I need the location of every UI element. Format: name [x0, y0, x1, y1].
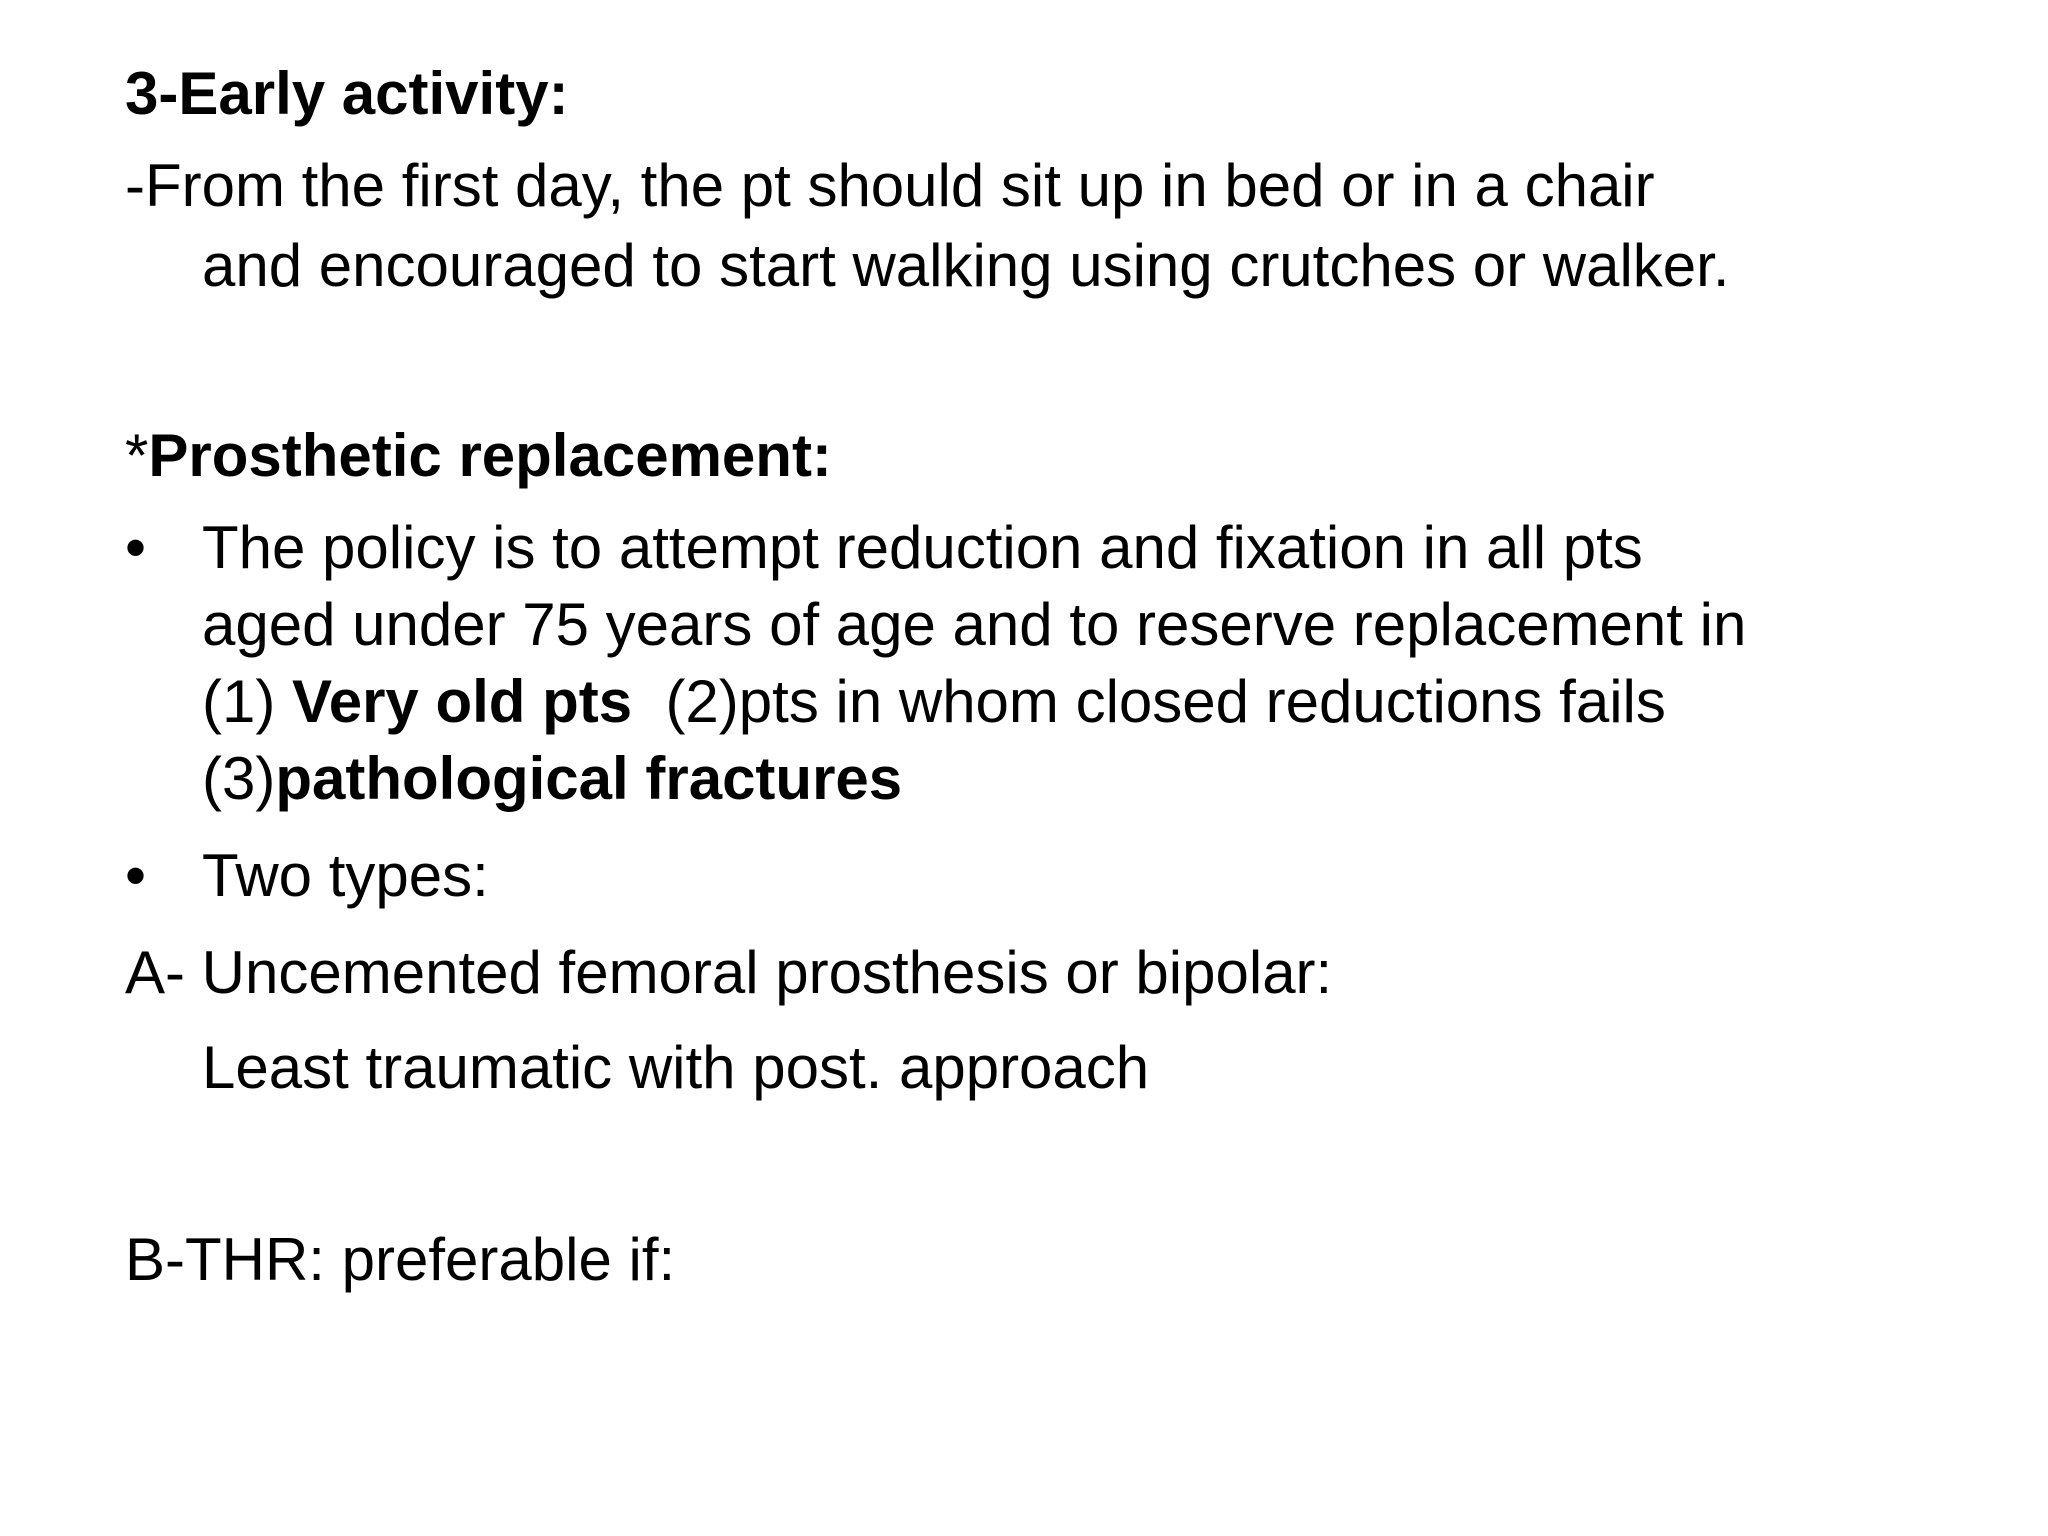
early-activity-line-1: -From the first day, the pt should sit up in bed or in a chair [125, 152, 1655, 219]
prosthetic-heading [125, 418, 832, 494]
prosthetic-heading-star: * [125, 422, 149, 489]
bullet-1-icon: • [125, 514, 147, 581]
early-activity-line-2: and encouraged to start walking using crutches or walker. [202, 232, 1730, 299]
bullet-1-line-4 [202, 741, 902, 817]
type-a: A- Uncemented femoral prosthesis or bipolar: [125, 939, 1333, 1006]
prosthetic-heading-text: Prosthetic replacement: [148, 422, 832, 489]
type-a-note: Least traumatic with post. approach [202, 1034, 1150, 1101]
pathological-fractures: pathological fractures [275, 745, 903, 812]
bullet-1-line-4-prefix: (3) [202, 745, 276, 812]
bullet-2-text: Two types: [202, 842, 489, 909]
type-b: B-THR: preferable if: [125, 1226, 676, 1293]
bullet-1-line-3-prefix: (1) [202, 668, 292, 735]
bullet-1-line-3-suffix: (2)pts in whom closed reductions fails [632, 668, 1666, 735]
bullet-1-line-2: aged under 75 years of age and to reserve replacement in [202, 591, 1747, 658]
very-old-pts: Very old pts [292, 668, 633, 735]
bullet-1-line-3 [202, 664, 1666, 740]
bullet-2-icon: • [125, 842, 147, 909]
heading-early-activity: 3-Early activity: [125, 60, 569, 127]
bullet-1-line-1: The policy is to attempt reduction and fixation in all pts [202, 514, 1643, 581]
